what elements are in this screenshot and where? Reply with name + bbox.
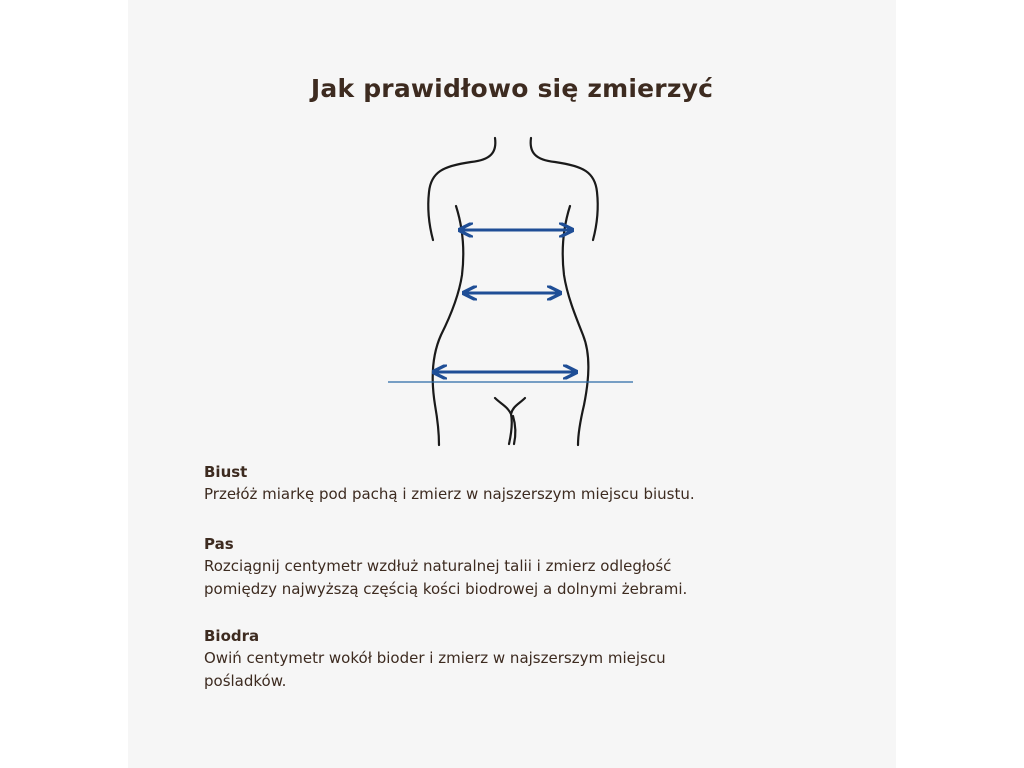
section-heading: Biodra <box>204 627 260 645</box>
section-heading: Biust <box>204 463 248 481</box>
inner-leg-outline <box>513 416 515 444</box>
left-torso-outline <box>433 206 464 445</box>
crotch-outline-right <box>511 398 525 414</box>
section-biodra <box>204 625 824 693</box>
section-pas <box>204 533 824 601</box>
section-biust <box>204 461 824 506</box>
section-heading: Pas <box>204 535 234 553</box>
content-panel <box>128 0 896 768</box>
section-text-line: Rozciągnij centymetr wzdłuż naturalnej talii i zmierz odległość <box>204 557 672 575</box>
section-text-line: Owiń centymetr wokół bioder i zmierz w najszerszym miejscu <box>204 649 666 667</box>
crotch-outline <box>495 398 512 444</box>
section-text-line: pomiędzy najwyższą częścią kości biodrowej a dolnymi żebrami. <box>204 580 688 598</box>
section-text: Przełóż miarkę pod pachą i zmierz w najszerszym miejscu biustu. <box>204 485 695 503</box>
page-title: Jak prawidłowo się zmierzyć <box>310 74 714 103</box>
body-silhouette-measurement-icon <box>383 130 643 450</box>
section-text-line: pośladków. <box>204 672 287 690</box>
right-torso-outline <box>563 206 589 445</box>
